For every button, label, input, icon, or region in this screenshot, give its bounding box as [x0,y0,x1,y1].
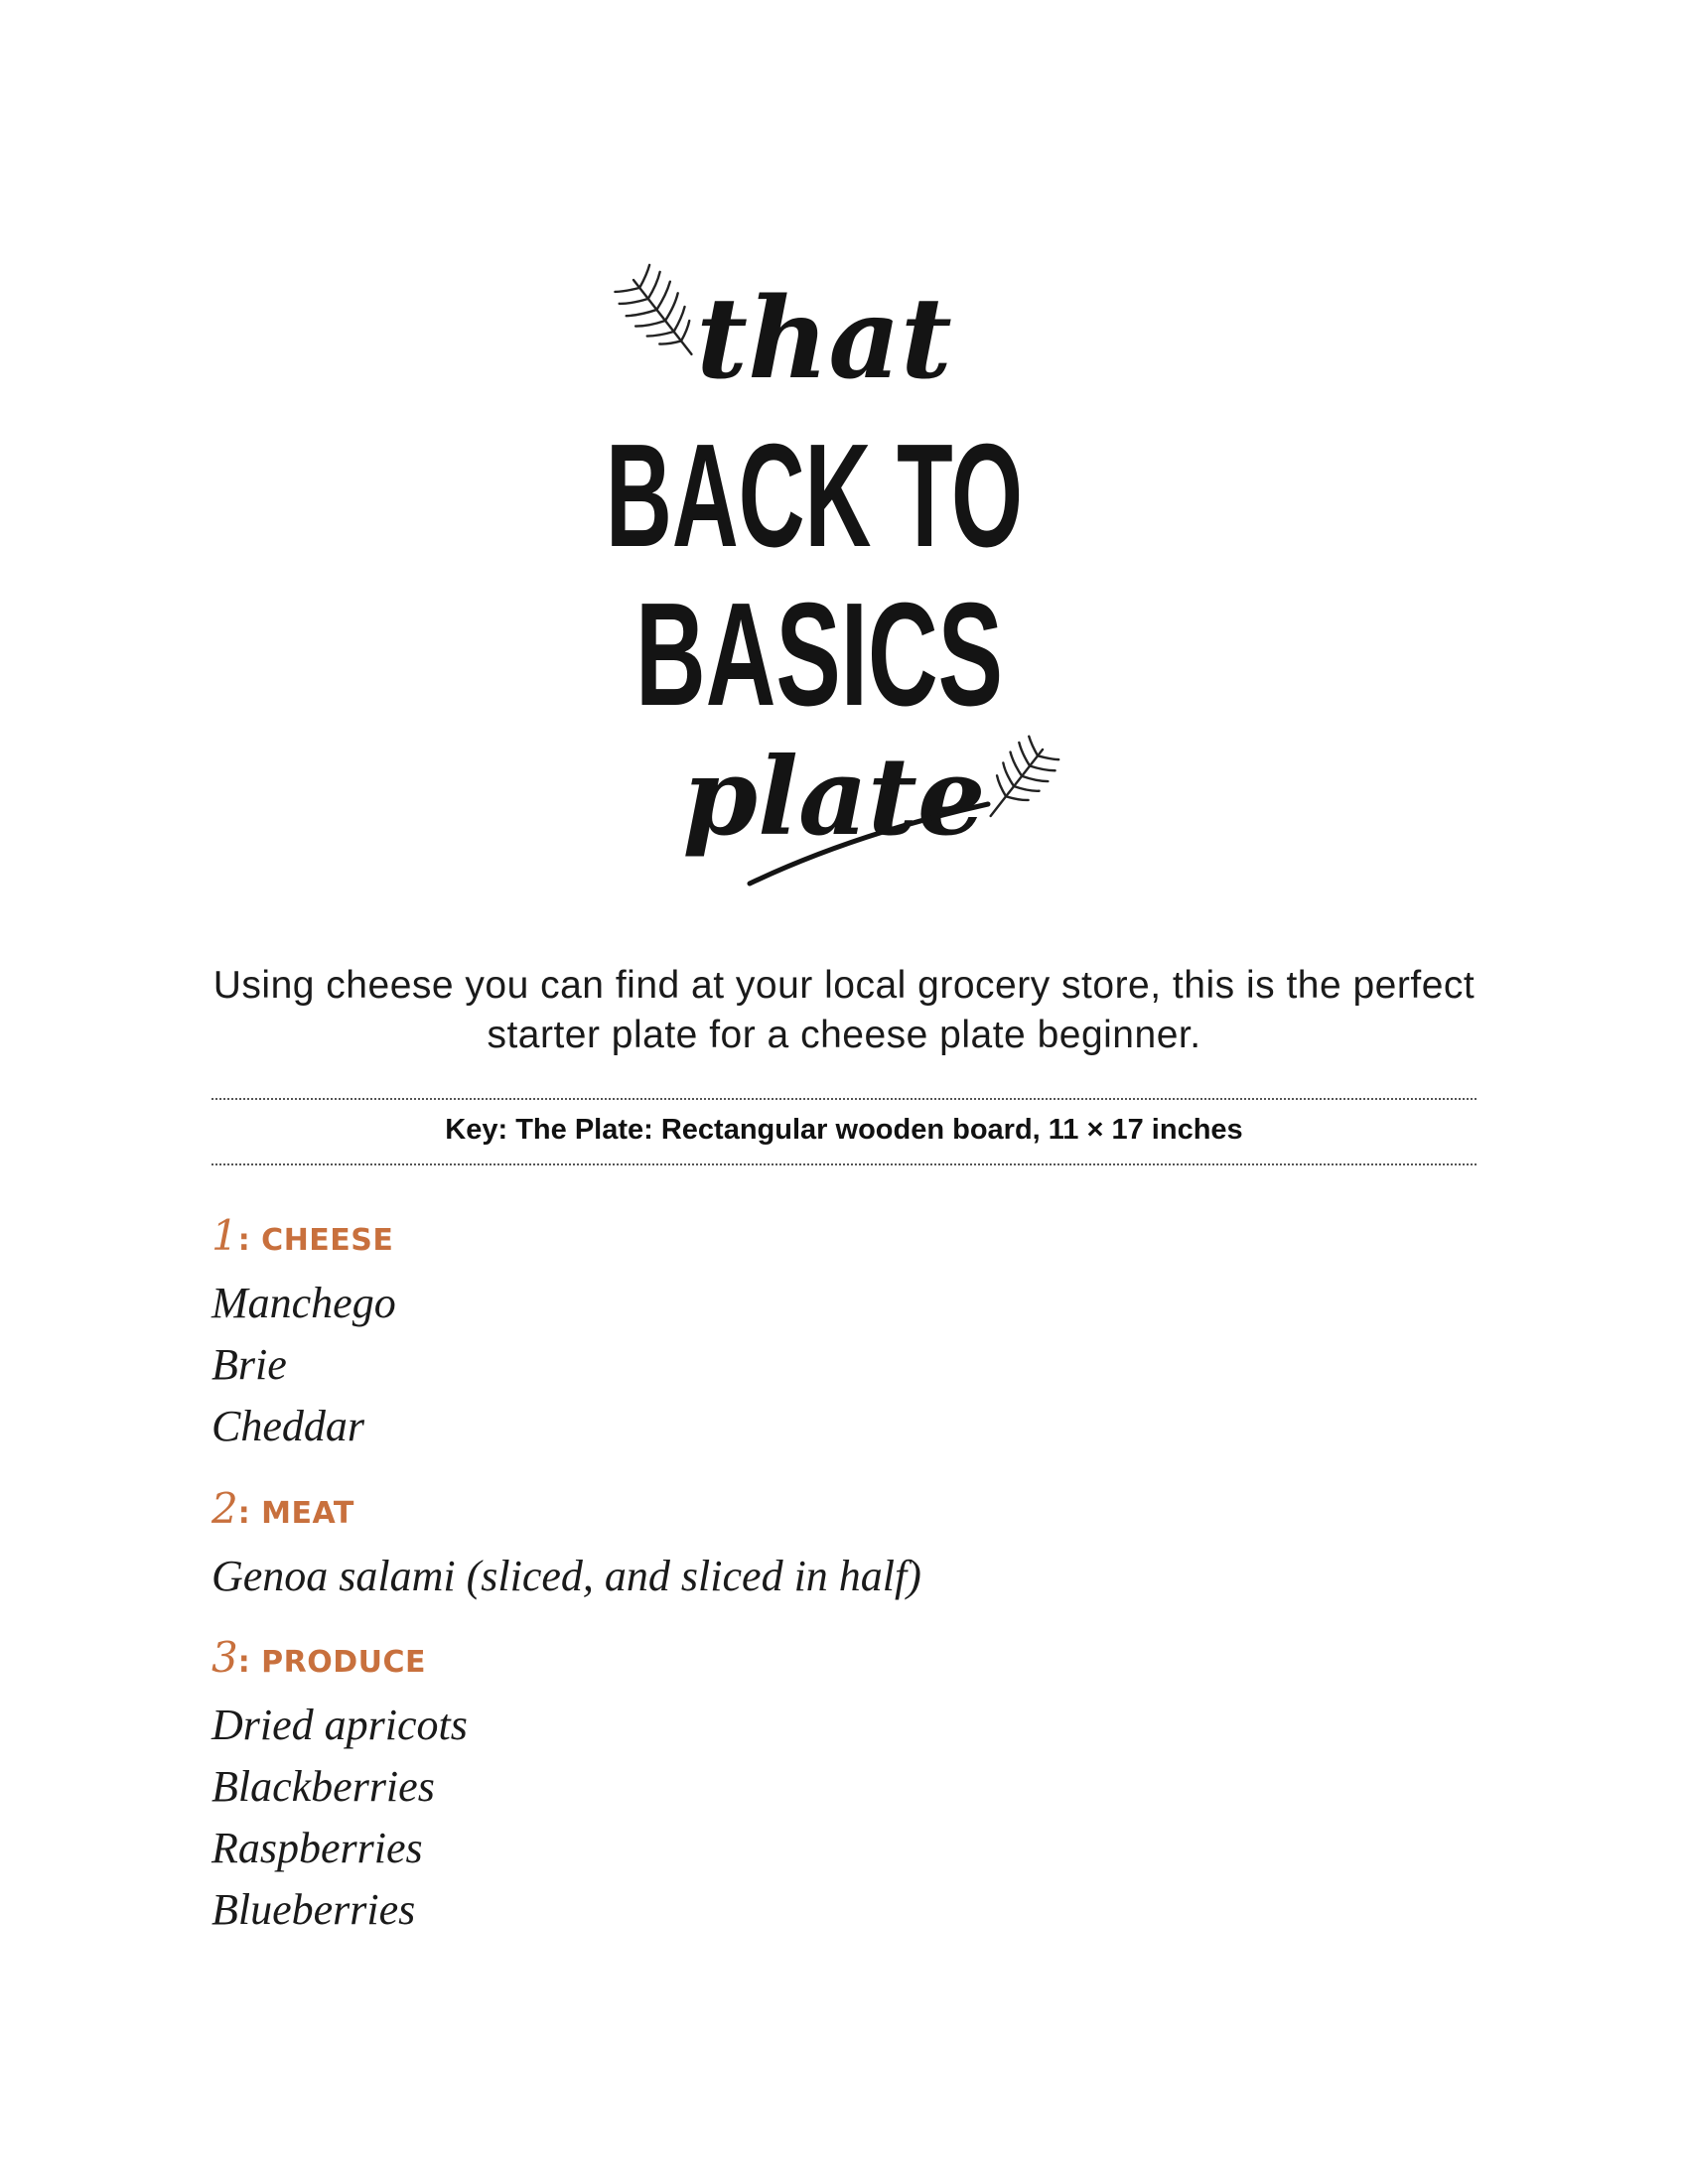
section-number: 2 [211,1484,238,1533]
list-item: Manchego [211,1279,396,1327]
title-word-plate: plate [682,735,986,860]
title-line-back-to: BACK TO [606,414,1023,578]
section-meat [211,1486,921,1607]
section-heading [211,1486,921,1532]
list-item: Raspberries [211,1824,423,1872]
list-item: Blueberries [211,1885,416,1934]
list-item: Brie [211,1340,287,1389]
intro-text: Using cheese you can find at your local grocery store, this is the perfect starter plate for a cheese plate beginner. [212,964,1476,1056]
title-logo [606,248,1082,923]
section-label: : MEAT [237,1496,354,1531]
divider [211,1098,1477,1100]
section-heading [211,1213,396,1259]
section-number: 3 [211,1633,238,1682]
plate-key: Key: The Plate: Rectangular wooden board, 11 × 17 inches [445,1114,1243,1146]
title-line-basics: BASICS [635,573,1003,737]
list-item: Blackberries [211,1762,435,1811]
section-label: : PRODUCE [237,1645,427,1680]
section-produce [211,1635,468,1941]
list-item: Dried apricots [211,1701,468,1749]
section-heading [211,1635,468,1681]
section-label: : CHEESE [237,1223,394,1258]
divider [211,1163,1477,1165]
list-item: Genoa salami (sliced, and sliced in half) [211,1552,921,1600]
section-number: 1 [211,1211,238,1260]
list-item: Cheddar [211,1402,364,1450]
title-word-that: that [696,274,952,404]
section-cheese [211,1213,396,1457]
